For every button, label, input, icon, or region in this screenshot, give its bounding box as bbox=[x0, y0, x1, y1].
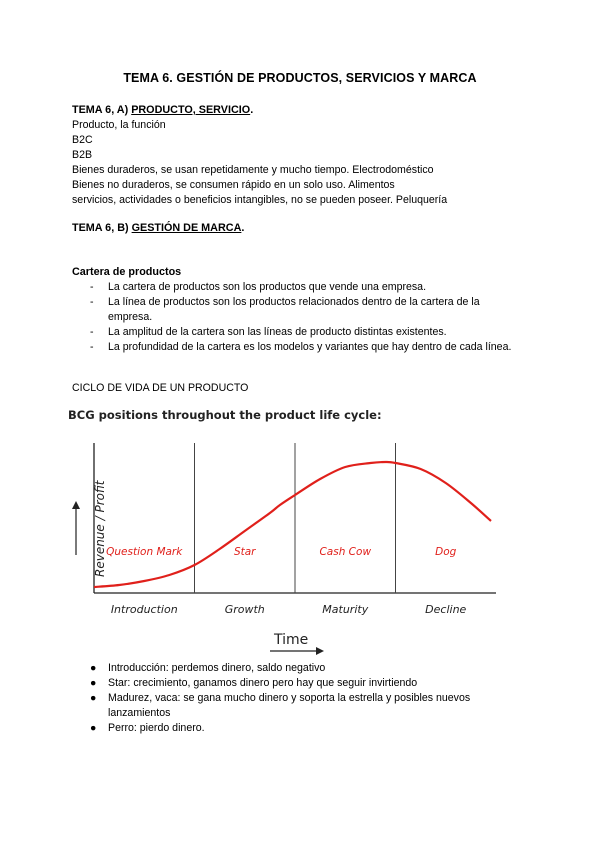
cartera-list bbox=[72, 280, 512, 355]
bullet-list bbox=[72, 661, 512, 736]
section-a-heading bbox=[72, 103, 532, 118]
bullet-icon: ● bbox=[90, 662, 97, 674]
bullet-icon: ● bbox=[90, 692, 97, 704]
section-a bbox=[72, 103, 532, 208]
x-axis-label: Time bbox=[274, 632, 309, 648]
section-a-title: PRODUCTO, SERVICIO bbox=[131, 104, 251, 116]
bcg-life-cycle-chart bbox=[66, 405, 506, 655]
list-item: - La profundidad de la cartera es los modelos y variantes que hay dentro de cada línea. bbox=[72, 340, 512, 355]
list-item bbox=[72, 676, 512, 691]
ciclo-heading: CICLO DE VIDA DE UN PRODUCTO bbox=[72, 382, 249, 394]
bullet-text: Madurez, vaca: se gana mucho dinero y soporta la estrella y posibles nuevos lanzamientos bbox=[108, 692, 471, 719]
x-arrow-icon bbox=[316, 647, 324, 655]
stage-labels bbox=[111, 603, 467, 616]
plot-area bbox=[94, 443, 496, 616]
text-line: Producto, la función bbox=[72, 119, 166, 131]
list-item bbox=[72, 661, 512, 676]
section-a-prefix: TEMA 6, A) bbox=[72, 104, 132, 116]
y-axis-label: Revenue / Profit bbox=[93, 480, 107, 577]
bcg-label: Star bbox=[233, 546, 256, 558]
bullet-section bbox=[72, 661, 512, 736]
stage-label: Maturity bbox=[322, 603, 369, 616]
bcg-label: Dog bbox=[435, 546, 457, 558]
stage-label: Decline bbox=[425, 603, 467, 616]
cartera-heading: Cartera de productos bbox=[72, 266, 182, 278]
bcg-label: Cash Cow bbox=[319, 546, 372, 558]
chart-svg bbox=[66, 405, 506, 655]
text-line: servicios, actividades o beneficios intangibles, no se pueden poseer. Peluquería bbox=[72, 194, 448, 206]
section-b-heading bbox=[72, 221, 532, 236]
section-b-prefix: TEMA 6, B) bbox=[72, 222, 132, 234]
stage-dividers bbox=[195, 443, 396, 593]
text-line: Bienes no duraderos, se consumen rápido en un solo uso. Alimentos bbox=[72, 179, 395, 191]
list-item: - La línea de productos son los productos relacionados dentro de la cartera de la empresa. bbox=[72, 295, 512, 325]
section-b-title: GESTIÓN DE MARCA bbox=[131, 222, 242, 234]
bullet-text: Introducción: perdemos dinero, saldo negativo bbox=[108, 662, 326, 674]
list-item: - La amplitud de la cartera son las líneas de producto distintas existentes. bbox=[72, 325, 512, 340]
y-arrow-icon bbox=[72, 501, 80, 509]
bullet-text: Star: crecimiento, ganamos dinero pero hay que seguir invirtiendo bbox=[108, 677, 418, 689]
text-line: B2C bbox=[72, 134, 93, 146]
text-line: B2B bbox=[72, 149, 93, 161]
list-item bbox=[72, 691, 512, 721]
list-item: - La cartera de productos son los productos que vende una empresa. bbox=[72, 280, 512, 295]
cartera-section bbox=[72, 265, 512, 355]
bullet-icon: ● bbox=[90, 722, 97, 734]
stage-label: Introduction bbox=[110, 603, 178, 616]
section-b-suffix: . bbox=[241, 222, 245, 234]
chart-title: BCG positions throughout the product life cycle: bbox=[68, 408, 382, 422]
page-title: TEMA 6. GESTIÓN DE PRODUCTOS, SERVICIOS Y MARCA bbox=[123, 71, 477, 85]
revenue-curve bbox=[94, 462, 491, 587]
list-item bbox=[72, 721, 512, 736]
stage-label: Growth bbox=[224, 603, 265, 616]
bcg-labels bbox=[106, 546, 457, 558]
bullet-text: Perro: pierdo dinero. bbox=[108, 722, 205, 734]
bcg-label: Question Mark bbox=[106, 546, 183, 558]
bullet-icon: ● bbox=[90, 677, 97, 689]
section-b bbox=[72, 221, 532, 236]
text-line: Bienes duraderos, se usan repetidamente y mucho tiempo. Electrodoméstico bbox=[72, 164, 434, 176]
section-a-suffix: . bbox=[250, 104, 254, 116]
